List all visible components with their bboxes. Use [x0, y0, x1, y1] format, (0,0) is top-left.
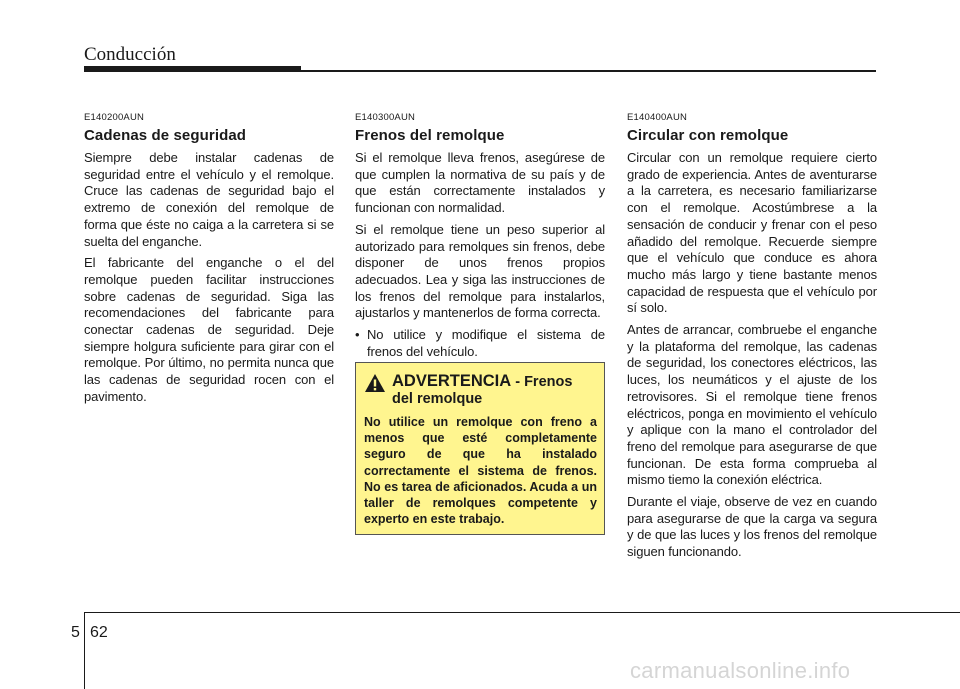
- paragraph: Circular con un remolque requiere cierto grado de experiencia. Antes de aventurarse a la carretera, es necesario familiarizarse con el remolque. Acostúmbrese a la sensación de conducir y frenar con el peso añadido del remolque. Recuerde siempre que el vehículo que conduce es ahora mucho más largo y tiene bastante menos capacidad de respuesta que el vehículo por sí solo.: [627, 150, 877, 316]
- chapter-number: 5: [71, 624, 80, 641]
- right-column: [627, 112, 877, 566]
- warning-subject: - Frenos del remolque: [392, 374, 573, 407]
- warning-box: [355, 362, 605, 535]
- paragraph: El fabricante del enganche o el del remolque pueden facilitar instrucciones sobre cadenas de seguridad. Siga las recomendaciones del fabricante para conectar cadenas de seguridad. Deje siempre holgura suficiente para girar con el remolque. Por último, no permita nunca que las cadenas de seguridad rocen con el pavimento.: [84, 255, 334, 404]
- section-heading: Frenos del remolque: [355, 127, 505, 144]
- paragraph: Siempre debe instalar cadenas de seguridad entre el vehículo y el remolque. Cruce las cadenas de seguridad bajo el extremo de conexión del remolque de forma que éste no caiga a la carretera si se suelta del enganche.: [84, 150, 334, 249]
- warning-title: [392, 373, 597, 408]
- section-heading: Circular con remolque: [627, 127, 789, 144]
- section-heading: Cadenas de seguridad: [84, 127, 247, 144]
- bullet-item: [355, 327, 605, 360]
- paragraph: Si el remolque tiene un peso superior al autorizado para remolques sin frenos, debe disponer de unos frenos propios adecuados. Lea y siga las instrucciones de los frenos del remolque para instalarlos, ajustarlos y mantenerlos de forma correcta.: [355, 221, 605, 321]
- page-number: 62: [90, 624, 108, 641]
- section-code: E140300AUN: [355, 112, 416, 123]
- footer-rule: [84, 612, 960, 613]
- section-title: Conducción: [84, 44, 176, 65]
- warning-header: [364, 373, 597, 408]
- section-code: E140200AUN: [84, 112, 145, 123]
- bullet-text: No utilice y modifique el sistema de frenos del vehículo.: [367, 327, 605, 359]
- header-rule-thin: [301, 70, 876, 72]
- warning-label: ADVERTENCIA: [392, 372, 512, 390]
- paragraph: Durante el viaje, observe de vez en cuando para asegurarse de que la carga va segura y de que las luces y los frenos del remolque siguen funcionando.: [627, 494, 877, 560]
- warning-body: No utilice un remolque con freno a menos que esté completamente seguro de que ha instalado correctamente el sistema de frenos. No es tarea de aficionados. Acuda a un taller de remolques competente y experto en este trabajo.: [364, 415, 597, 527]
- bullet-mark: •: [355, 327, 360, 343]
- warning-triangle-icon: [364, 373, 386, 393]
- paragraph: Si el remolque lleva frenos, asegúrese de que cumplen la normativa de su país y de que están correctamente instalados y funcionan con normalidad.: [355, 150, 605, 216]
- middle-column: [355, 112, 605, 365]
- paragraph: Antes de arrancar, combruebe el enganche y la plataforma del remolque, las cadenas de seguridad, los conectores eléctricos, las luces, los neumáticos y el ajuste de los retrovisores. Si el remolque tiene frenos eléctricos, ponga en movimiento el vehículo y aplique con la mano el controlador del freno del remolque para asegurarse de que funcionan. De esta forma comprueba al mismo tiemo la conexión eléctrica.: [627, 322, 877, 488]
- watermark: carmanualsonline.info: [630, 658, 851, 683]
- footer-divider: [84, 612, 85, 689]
- section-code: E140400AUN: [627, 112, 688, 123]
- header-rule-thick: [84, 66, 301, 72]
- left-column: [84, 112, 334, 411]
